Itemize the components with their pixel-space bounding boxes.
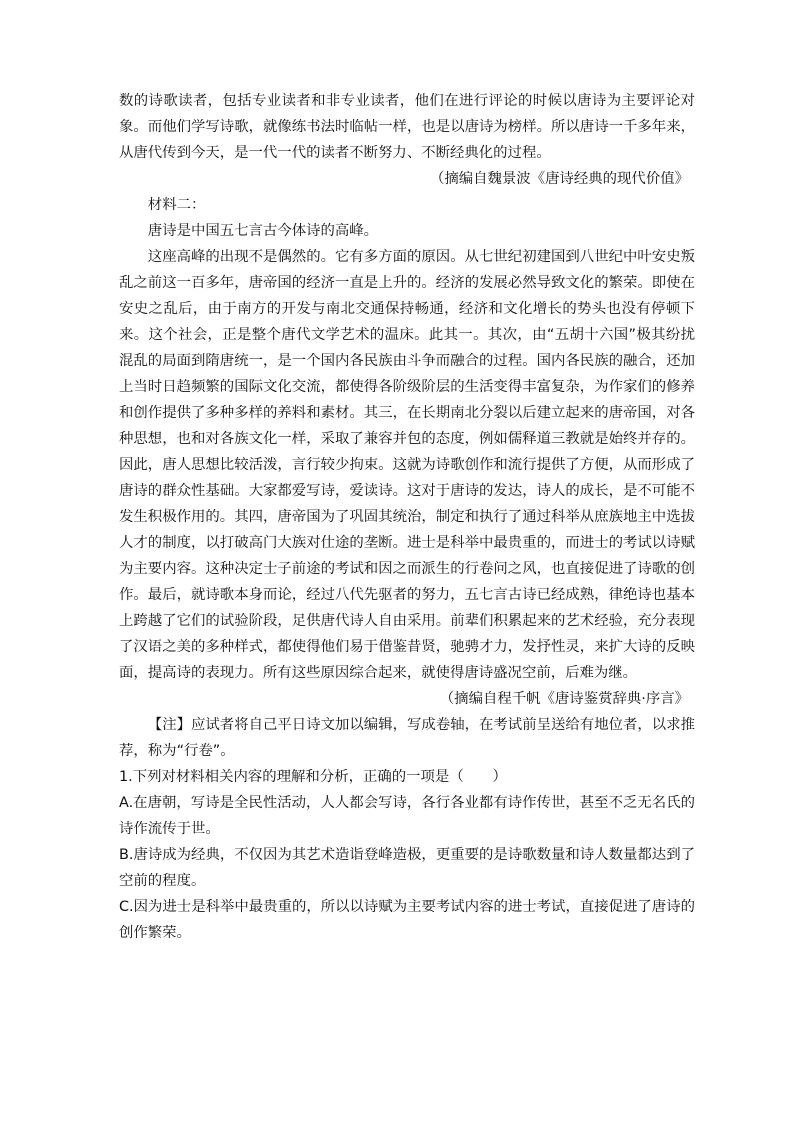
question-1: 1.下列对材料相关内容的理解和分析，正确的一项是（ ） — [119, 769, 507, 785]
document-page — [119, 88, 695, 946]
source-citation-2: （摘编自程千帆《唐诗鉴赏辞典·序言》 — [439, 691, 689, 707]
footnote: 【注】应试者将自己平日诗文加以编辑，写成卷轴，在考试前呈送给有地位者，以求推荐，称为“行卷”。 — [119, 717, 695, 759]
source-citation-1: （摘编自魏景波《唐诗经典的现代价值》 — [429, 171, 689, 187]
material2-paragraph-1: 唐诗是中国五七言古今体诗的高峰。 — [147, 223, 379, 239]
option-c: C.因为进士是科举中最贵重的，所以以诗赋为主要考试内容的进士考试，直接促进了唐诗的创作繁荣。 — [119, 899, 695, 941]
material2-heading: 材料二： — [147, 197, 206, 213]
material1-continuation: 数的诗歌读者，包括专业读者和非专业读者，他们在进行评论的时候以唐诗为主要评论对象。而他们学写诗歌，就像练书法时临帖一样，也是以唐诗为榜样。所以唐诗一千多年来，从唐代传到今天，是一代一代的读者不断努力、不断经典化的过程。 — [119, 93, 695, 161]
material2-paragraph-2: 这座高峰的出现不是偶然的。它有多方面的原因。从七世纪初建国到八世纪中叶安史叛乱之前这一百多年，唐帝国的经济一直是上升的。经济的发展必然导致文化的繁荣。即使在安史之乱后，由于南方的开发与南北交通保持畅通，经济和文化增长的势头也没有停顿下来。这个社会，正是整个唐代文学艺术的温床。此其一。其次，由“五胡十六国”极其纷扰混乱的局面到隋唐统一，是一个国内各民族由斗争而融合的过程。国内各民族的融合，还加上当时日趋频繁的国际文化交流，都使得各阶级阶层的生活变得丰富复杂，为作家们的修养和创作提供了多种多样的养料和素材。其三，在长期南北分裂以后建立起来的唐帝国，对各种思想，也和对各族文化一样，采取了兼容并包的态度，例如儒释道三教就是始终并存的。因此，唐人思想比较活泼，言行较少拘束。这就为诗歌创作和流行提供了方便，从而形成了唐诗的群众性基础。大家都爱写诗，爱读诗。这对于唐诗的发达，诗人的成长，是不可能不发生积极作用的。其四，唐帝国为了巩固其统治，制定和执行了通过科举从庶族地主中选拔人才的制度，以打破高门大族对仕途的垄断。进士是科举中最贵重的，而进士的考试以诗赋为主要内容。这种决定士子前途的考试和因之而派生的行卷问之风，也直接促进了诗歌的创作。最后，就诗歌本身而论，经过八代先驱者的努力，五七言古诗已经成熟，律绝诗也基本上跨越了它们的试验阶段，足供唐代诗人自由采用。前辈们积累起来的艺术经验，充分表现了汉语之美的多种样式，都使得他们易于借鉴昔贤，驰骋才力，发抒性灵，来扩大诗的反映面，提高诗的表现力。所有这些原因综合起来，就使得唐诗盛况空前，后难为继。 — [119, 249, 695, 681]
option-b: B.唐诗成为经典，不仅因为其艺术造诣登峰造极，更重要的是诗歌数量和诗人数量都达到了空前的程度。 — [119, 847, 695, 889]
option-a: A.在唐朝，写诗是全民性活动，人人都会写诗，各行各业都有诗作传世，甚至不乏无名氏的诗作流传于世。 — [119, 795, 695, 837]
